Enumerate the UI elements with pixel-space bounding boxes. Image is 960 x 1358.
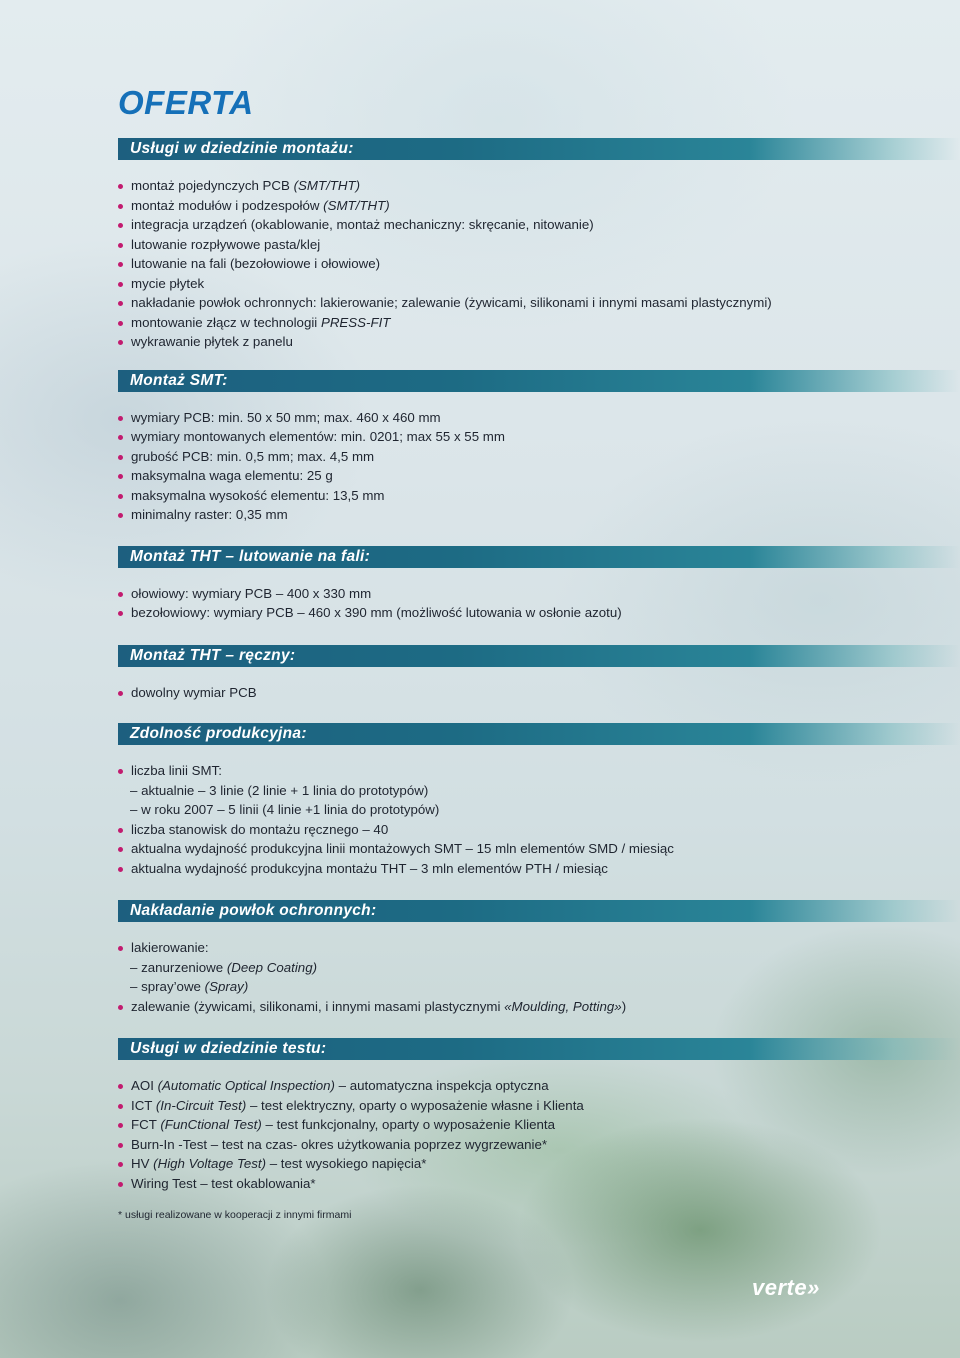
section-heading: Montaż SMT: [118,370,960,392]
item-italic-text: (Spray) [204,979,249,994]
list-item [118,761,960,781]
item-text: AOI [131,1078,158,1093]
verte-label: verte» [752,1275,820,1300]
list-item [118,938,960,958]
list-item [118,1115,960,1135]
sub-list-item [118,800,960,820]
item-text: aktualna wydajność produkcyjna linii montażowych SMT – 15 mln elementów SMD / miesiąc [131,841,674,856]
item-text: mycie płytek [131,275,205,291]
list-item [118,603,960,623]
item-text: – spray’owe [130,979,205,994]
list-item [118,408,960,428]
list-item [118,293,960,313]
list-item [118,254,960,274]
item-text: maksymalna waga elementu: 25 g [131,468,333,483]
footnote: * usługi realizowane w kooperacji z innymi firmami [118,1209,352,1221]
list-item [118,839,960,859]
item-list [118,176,960,352]
list-item [118,1135,960,1155]
item-text: – zanurzeniowe [130,959,227,975]
item-text: montaż modułów i podzespołów [131,197,324,213]
list-item [118,196,960,216]
list-item [118,176,960,196]
item-after-text: – test funkcjonalny, oparty o wyposażenie Klienta [261,1117,556,1132]
item-text: HV [131,1156,154,1171]
list-item [118,235,960,255]
page-title: OFERTA [118,84,254,121]
item-italic-text: (FunCtional Test) [160,1117,262,1132]
sub-list-item [118,781,960,801]
section [118,723,960,878]
item-italic-text: «Moulding, Potting» [504,998,622,1014]
item-list [118,408,960,525]
item-text: Wiring Test – test okablowania* [131,1175,316,1191]
item-italic-text: (Automatic Optical Inspection) [157,1078,335,1093]
item-text: – w roku 2007 – 5 linii (4 linie +1 linia do prototypów) [130,802,440,817]
item-text: liczba stanowisk do montażu ręcznego – 40 [131,821,389,837]
item-text: Burn-In -Test – test na czas- okres użytkowania poprzez wygrzewanie* [131,1136,548,1152]
item-italic-text: PRESS-FIT [320,314,391,330]
item-text: integracja urządzeń (okablowanie, montaż mechaniczny: skręcanie, nitowanie) [131,217,594,232]
item-text: ołowiowy: wymiary PCB – 400 x 330 mm [131,585,372,601]
item-italic-text: (High Voltage Test) [153,1156,267,1171]
item-italic-text: (SMT/THT) [323,197,390,213]
section-heading: Usługi w dziedzinie testu: [118,1038,960,1060]
item-after-text: – test elektryczny, oparty o wyposażenie własne i Klienta [246,1097,584,1113]
section [118,1038,960,1193]
list-item [118,505,960,525]
item-text: FCT [131,1117,161,1132]
list-item [118,332,960,352]
list-item [118,683,960,703]
item-list [118,761,960,878]
item-text: minimalny raster: 0,35 mm [131,507,288,522]
section-heading: Montaż THT – lutowanie na fali: [118,546,960,568]
item-text: wymiary PCB: min. 50 x 50 mm; max. 460 x 460 mm [131,409,441,425]
list-item [118,997,960,1017]
sub-list-item [118,958,960,978]
list-item [118,1076,960,1096]
list-item [118,466,960,486]
item-text: bezołowiowy: wymiary PCB – 460 x 390 mm (możliwość lutowania w osłonie azotu) [131,605,622,620]
section-heading: Zdolność produkcyjna: [118,723,960,745]
item-after-text: ) [621,998,627,1014]
item-text: zalewanie (żywicami, silikonami, i innymi masami plastycznymi [131,998,505,1014]
item-after-text: – test wysokiego napięcia* [266,1156,427,1171]
item-list [118,683,960,703]
item-text: ICT [131,1097,156,1113]
item-text: montaż pojedynczych PCB [131,178,294,193]
section [118,900,960,1016]
list-item [118,427,960,447]
list-item [118,859,960,879]
section [118,645,960,703]
item-text: wymiary montowanych elementów: min. 0201; max 55 x 55 mm [131,429,505,444]
item-after-text: – automatyczna inspekcja optyczna [334,1078,549,1093]
list-item [118,274,960,294]
sub-list-item [118,977,960,997]
item-text: liczba linii SMT: [131,763,222,778]
item-list [118,584,960,623]
item-text: grubość PCB: min. 0,5 mm; max. 4,5 mm [131,448,375,464]
list-item [118,486,960,506]
list-item [118,447,960,467]
list-item [118,215,960,235]
item-text: wykrawanie płytek z panelu [131,334,293,349]
item-italic-text: (Deep Coating) [226,959,318,975]
section-heading: Montaż THT – ręczny: [118,645,960,667]
item-text: montowanie złącz w technologii [131,314,321,330]
item-text: maksymalna wysokość elementu: 13,5 mm [131,487,385,503]
list-item [118,1154,960,1174]
section [118,138,960,352]
item-text: dowolny wymiar PCB [131,684,257,700]
item-list [118,938,960,1016]
item-text: nakładanie powłok ochronnych: lakierowanie; zalewanie (żywicami, silikonami i innymi masami plastycznymi) [131,295,772,310]
list-item [118,820,960,840]
item-list [118,1076,960,1193]
list-item [118,584,960,604]
list-item [118,1174,960,1194]
item-text: lakierowanie: [131,940,209,955]
item-italic-text: (SMT/THT) [293,178,361,193]
list-item [118,313,960,333]
item-text: lutowanie na fali (bezołowiowe i ołowiowe) [131,256,381,271]
item-text: aktualna wydajność produkcyjna montażu THT – 3 mln elementów PTH / miesiąc [131,860,608,876]
offer-content [118,138,960,1193]
item-text: lutowanie rozpływowe pasta/klej [131,236,321,252]
section-heading: Nakładanie powłok ochronnych: [118,900,960,922]
section [118,370,960,525]
item-text: – aktualnie – 3 linie (2 linie + 1 linia do prototypów) [130,782,429,798]
list-item [118,1096,960,1116]
item-italic-text: (In-Circuit Test) [155,1097,247,1113]
section-heading: Usługi w dziedzinie montażu: [118,138,960,160]
section [118,546,960,623]
